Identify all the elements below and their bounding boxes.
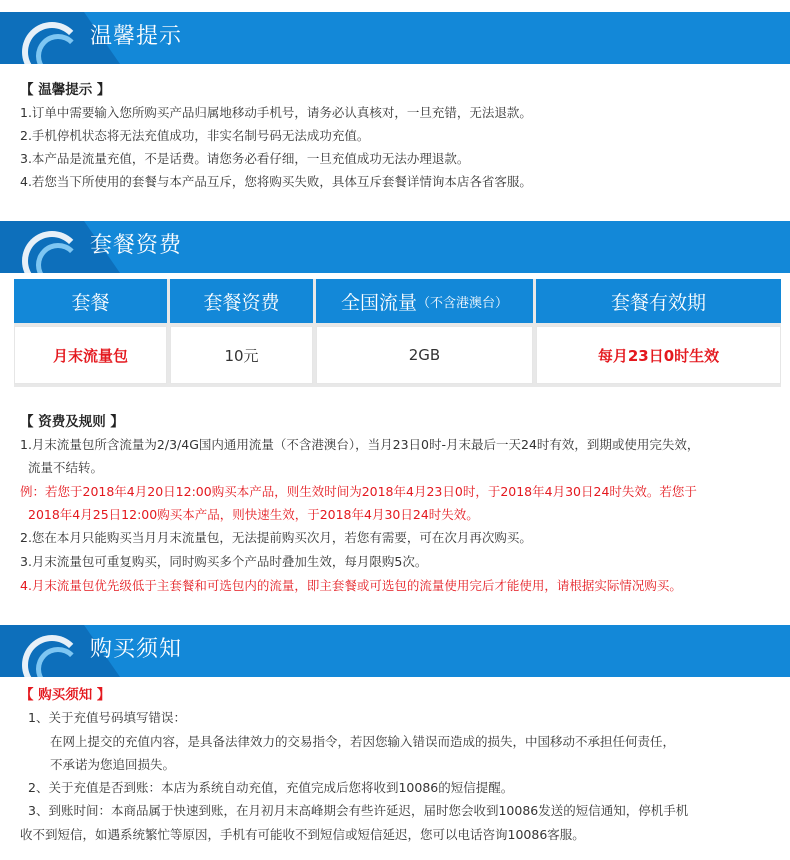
header-text: 套餐资费 — [203, 291, 280, 314]
purchase-line-3: 3、到账时间：本商品属于快速到账，在月初月末高峰期会有些许延迟，届时您会收到10086发送的短信通知，停机手机 — [28, 803, 689, 818]
rules-example-line-2: 2018年4月25日12:00购买本产品，则快速生效，于2018年4月30日24时失效。 — [28, 507, 479, 522]
banner-title: 套餐资费 — [90, 233, 183, 258]
cell-data-amount: 2GB — [316, 326, 533, 384]
purchase-line-2: 2、关于充值是否到账：本店为系统自动充值，充值完成后您将收到10086的短信提醒。 — [28, 780, 514, 795]
purchase-line-1-detail: 在网上提交的充值内容，是具备法律效力的交易指令，若因您输入错误而造成的损失，中国移动不承担任何责任， — [50, 734, 676, 749]
rules-line-1-cont: 流量不结转。 — [28, 460, 104, 475]
cell-price: 10元 — [170, 326, 313, 384]
banner-notice — [0, 12, 790, 64]
rules-line-1: 1.月末流量包所含流量为2/3/4G国内通用流量（不含港澳台），当月23日0时-月末最后一天24时有效，到期或使用完失效， — [20, 437, 700, 452]
purchase-line-1-detail-cont: 不承诺为您追回损失。 — [50, 757, 176, 772]
banner-package — [0, 221, 790, 273]
rules-example-line-1: 例：若您于2018年4月20日12:00购买本产品，则生效时间为2018年4月23日0时，于2018年4月30日24时失效。若您于 — [20, 484, 697, 499]
notice-line-3: 3.本产品是流量充值，不是话费。请您务必看仔细，一旦充值成功无法办理退款。 — [20, 151, 470, 166]
rules-line-3: 3.月末流量包可重复购买，同时购买多个产品时叠加生效，每月限购5次。 — [20, 554, 428, 569]
rules-label: 【 资费及规则 】 — [20, 414, 124, 430]
rules-line-4: 4.月末流量包优先级低于主套餐和可选包内的流量，即主套餐或可选包的流量使用完后才能使用，请根据实际情况购买。 — [20, 578, 682, 593]
cell-validity: 每月23日0时生效 — [536, 326, 781, 384]
table-header-price — [170, 279, 313, 323]
header-text: 套餐有效期 — [610, 291, 706, 314]
rules-line-2: 2.您在本月只能购买当月月末流量包，无法提前购买次月，若您有需要，可在次月再次购买。 — [20, 530, 532, 545]
purchase-line-1: 1、关于充值号码填写错误： — [28, 710, 186, 725]
banner-title: 购买须知 — [90, 637, 183, 662]
table-header-data — [316, 279, 533, 323]
cell-package-name: 月末流量包 — [14, 326, 167, 384]
banner-purchase — [0, 625, 790, 677]
package-table — [14, 279, 781, 387]
table-header-package — [14, 279, 167, 323]
purchase-label: 【 购买须知 】 — [20, 687, 111, 703]
banner-title: 温馨提示 — [90, 24, 183, 49]
header-subtext: （不含港澳台） — [417, 295, 509, 311]
header-text: 套餐 — [71, 291, 110, 314]
purchase-line-3-cont: 收不到短信，如遇系统繁忙等原因，手机有可能收不到短信或短信延迟，您可以电话咨询10086客服。 — [20, 827, 585, 842]
notice-line-4: 4.若您当下所使用的套餐与本产品互斥，您将购买失败，具体互斥套餐详情询本店各省客服。 — [20, 174, 532, 189]
notice-line-1: 1.订单中需要输入您所购买产品归属地移动手机号，请务必认真核对，一旦充错，无法退款。 — [20, 105, 532, 120]
notice-line-2: 2.手机停机状态将无法充值成功，非实名制号码无法成功充值。 — [20, 128, 370, 143]
table-header-validity — [536, 279, 781, 323]
notice-label: 【 温馨提示 】 — [20, 82, 111, 98]
header-text: 全国流量 — [340, 291, 417, 314]
